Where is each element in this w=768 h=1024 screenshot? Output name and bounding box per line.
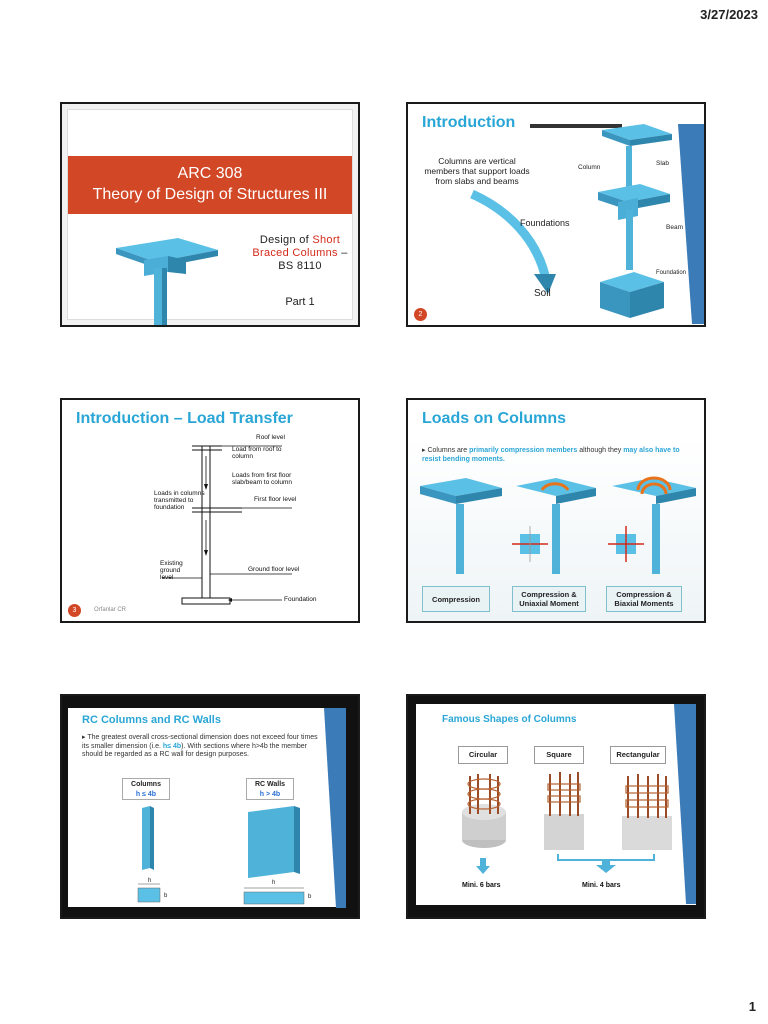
label-ground-floor-level: Ground floor level: [248, 566, 300, 573]
min-4-bars-label: Mini. 4 bars: [582, 882, 621, 889]
label-foundation: Foundation: [284, 596, 317, 603]
walls-condition: h > 4b: [259, 790, 281, 798]
load-arrow: [468, 190, 558, 300]
label-soil: Soil: [534, 288, 551, 299]
bullet-highlight-2: may also have to resist bending moments.: [422, 447, 680, 463]
label-loads-in-columns: Loads in columns transmitted to foundation: [154, 490, 205, 511]
slide-title: Famous Shapes of Columns: [442, 714, 577, 725]
footer-author: Orfanlar CR: [94, 607, 127, 613]
design-prefix: Design of: [259, 234, 309, 246]
bullet-highlight: h≤ 4b: [162, 742, 182, 750]
part-label: Part 1: [285, 296, 315, 308]
column-dim-h: h: [148, 878, 152, 884]
slide-3-load-transfer[interactable]: [60, 398, 360, 623]
label-beam: Beam: [666, 224, 683, 231]
structure-illustration: [594, 122, 690, 322]
bullet-text-pre: The greatest overall cross-sectional dimension does not exceed four times its smaller dimension (i.e.: [82, 734, 318, 750]
slide-inner-panel: [67, 109, 353, 320]
course-subject: Theory of Design of Structures III: [92, 186, 328, 203]
page-number: 1: [748, 999, 756, 1014]
walls-label-text: RC Walls: [254, 781, 286, 788]
wall-dim-h: h: [272, 880, 276, 886]
rc-bullet: ▸ The greatest overall cross-sectional dimension does not exceed four times its smaller dimension (i.e. h≤ 4b). With sections where h>4b the member should be regarded as a RC wall for design purposes.: [82, 734, 318, 758]
shape-circular: Circular: [458, 746, 508, 764]
column-slab-illustration: [108, 218, 238, 327]
design-standard: BS 8110: [278, 260, 322, 272]
title-band: [68, 156, 352, 214]
course-code: ARC 308: [177, 165, 243, 182]
column-vs-wall-illustration: [108, 804, 328, 908]
slide-title: Introduction: [422, 114, 516, 131]
label-existing-ground: Existing ground level: [160, 560, 183, 581]
label-slab: Slab: [656, 160, 670, 167]
label-first-floor-level: First floor level: [254, 496, 297, 503]
loads-bullet: ▸ Columns are primarily compression members although they may also have to resist bending moments.: [422, 447, 680, 463]
label-column: Column: [578, 164, 601, 171]
slide-title: RC Columns and RC Walls: [82, 714, 221, 726]
columns-label: [122, 778, 170, 800]
slide-4-loads-on-columns[interactable]: [406, 398, 706, 623]
shape-square: Square: [534, 746, 584, 764]
slide-1-title[interactable]: [60, 102, 360, 327]
column-load-illustrations: [416, 476, 700, 586]
design-subtitle: [240, 234, 360, 273]
walls-label: [246, 778, 294, 800]
intro-description: Columns are vertical members that support loads from slabs and beams: [424, 156, 530, 186]
down-arrow-circular: [476, 858, 490, 874]
wall-dim-b: b: [308, 894, 312, 900]
min-6-bars-label: Mini. 6 bars: [462, 882, 501, 889]
column-dim-b: b: [164, 893, 168, 899]
slide-inner-panel: [416, 704, 696, 905]
slide-number-badge: 3: [68, 604, 81, 617]
page-date: 3/27/2023: [700, 7, 758, 22]
biaxial-moments-box: Compression & Biaxial Moments: [606, 586, 682, 612]
bullet-text-post: ). With sections where h>4b the member should be regarded as a RC wall for design purposes.: [82, 742, 308, 758]
bracket-square-rectangular: [556, 852, 656, 874]
design-highlight-braced: Braced Columns: [252, 247, 338, 259]
label-roof-level: Roof level: [256, 434, 285, 441]
label-load-from-roof: Load from roof to column: [232, 446, 282, 460]
slide-2-introduction[interactable]: [406, 102, 706, 327]
design-highlight-short: Short: [312, 234, 341, 246]
columns-condition: h ≤ 4b: [135, 790, 157, 798]
shape-rectangular: Rectangular: [610, 746, 666, 764]
slide-inner-panel: [68, 708, 346, 907]
design-dash: –: [341, 247, 348, 259]
load-transfer-diagram: [162, 436, 342, 611]
label-foundation: Foundation: [656, 270, 687, 276]
slide-5-rc-columns-walls[interactable]: [60, 694, 360, 919]
slide-title: Loads on Columns: [422, 410, 566, 427]
slide-number-badge: 2: [414, 308, 427, 321]
slide-6-column-shapes[interactable]: [406, 694, 706, 919]
uniaxial-moment-box: Compression & Uniaxial Moment: [512, 586, 586, 612]
bullet-text-mid: although they: [577, 447, 624, 454]
bullet-text-pre: Columns are: [427, 447, 470, 454]
bullet-highlight-1: primarily compression members: [469, 447, 578, 454]
label-loads-first-floor: Loads from first floor slab/beam to column: [232, 472, 292, 486]
slide-title: Introduction – Load Transfer: [76, 410, 293, 427]
label-foundations: Foundations: [520, 218, 570, 228]
columns-label-text: Columns: [131, 781, 161, 788]
compression-box: Compression: [422, 586, 490, 612]
